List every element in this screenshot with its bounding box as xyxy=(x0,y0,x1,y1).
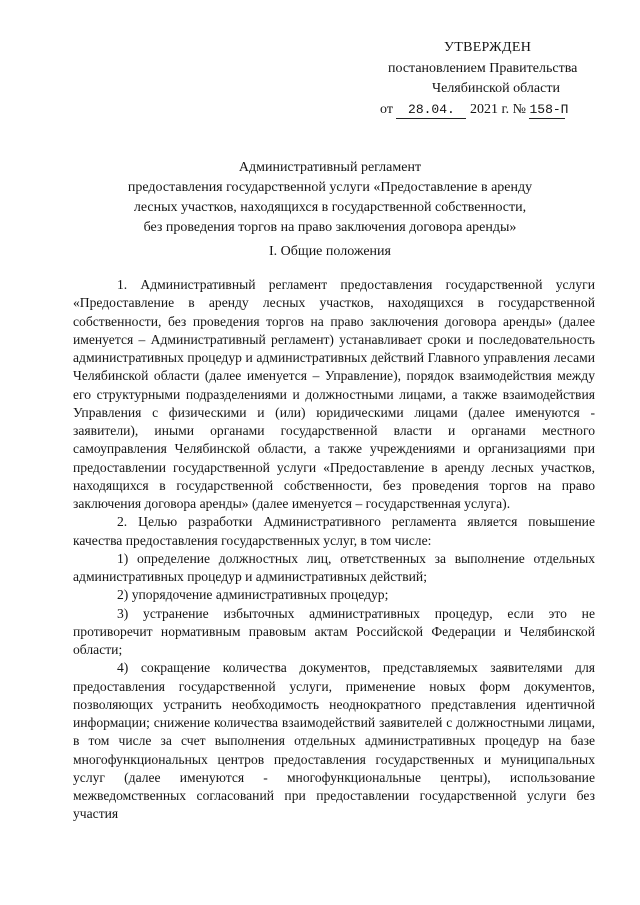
regulation-title-line: без проведения торгов на право заключения договора аренды» xyxy=(143,220,517,235)
approval-date-line xyxy=(380,100,620,121)
regulation-title xyxy=(80,158,580,238)
paragraph: 2) упорядочение административных процедур; xyxy=(117,587,389,603)
regulation-title-line: лесных участков, находящихся в государственной собственности, xyxy=(133,200,527,215)
paragraph: 1. Административный регламент предоставления государственной услуги «Предоставление в аренду лесных участков, находящихся в государственной собственности, без проведения торгов на право заключения договора аренды» (далее именуется – Административный регламент) устанавливает сроки и последовательность административных процедур и административных действий Главного управления лесами Челябинской области (далее именуется – Управление), порядок взаимодействия между его структурными подразделениями и должностными лицами, а также взаимодействия Управления с физическими и (или) юридическими лицами (далее именуются - заявители), иными органами государственной власти и органами местного самоуправления Челябинской области, а также учреждениями и организациями при предоставлении государственной услуги «Предоставление в аренду лесных участков, находящихся в государственной собственности, без проведения торгов на право заключения договора аренды» (далее именуется – государственная услуга). xyxy=(73,277,595,511)
regulation-title-line: Административный регламент xyxy=(238,160,422,175)
body-text xyxy=(73,276,595,824)
approval-title: УТВЕРЖДЕН xyxy=(444,40,532,55)
paragraph: 2. Целью разработки Административного регламента является повышение качества предоставления государственных услуг, в том числе: xyxy=(73,514,595,548)
approval-stamp-block xyxy=(380,38,628,120)
approval-date-prefix: от xyxy=(380,101,393,117)
approval-number-value: 158-П xyxy=(529,101,569,117)
paragraph: 1) определение должностных лиц, ответственных за выполнение отдельных административных процедур и административных действий; xyxy=(73,550,595,584)
paragraph: 4) сокращение количества документов, представляемых заявителями для предоставления государственной услуги, применение новых форм документов, позволяющих устранить необходимость неоднократного представления идентичной информации; снижение количества взаимодействий заявителей с должностными лицами, в том числе за счет выполнения отдельных административных процедур на базе многофункциональных центров предоставления государственных и муниципальных услуг (далее именуются - многофункциональные центры), использование межведомственных согласований при предоставлении государственной услуги без участия xyxy=(73,660,595,822)
approval-region-line: Челябинской области xyxy=(432,81,560,96)
regulation-title-line: предоставления государственной услуги «Предоставление в аренду xyxy=(127,180,533,195)
paragraph: 3) устранение избыточных административных процедур, если это не противоречит нормативным правовым актам Российской Федерации и Челябинской области; xyxy=(73,605,595,657)
section-heading: I. Общие положения xyxy=(269,244,391,259)
approval-date-value: 28.04. xyxy=(396,102,466,119)
approval-resolution-line: постановлением Правительства xyxy=(388,60,578,76)
approval-year-text: 2021 г. № xyxy=(469,101,526,117)
